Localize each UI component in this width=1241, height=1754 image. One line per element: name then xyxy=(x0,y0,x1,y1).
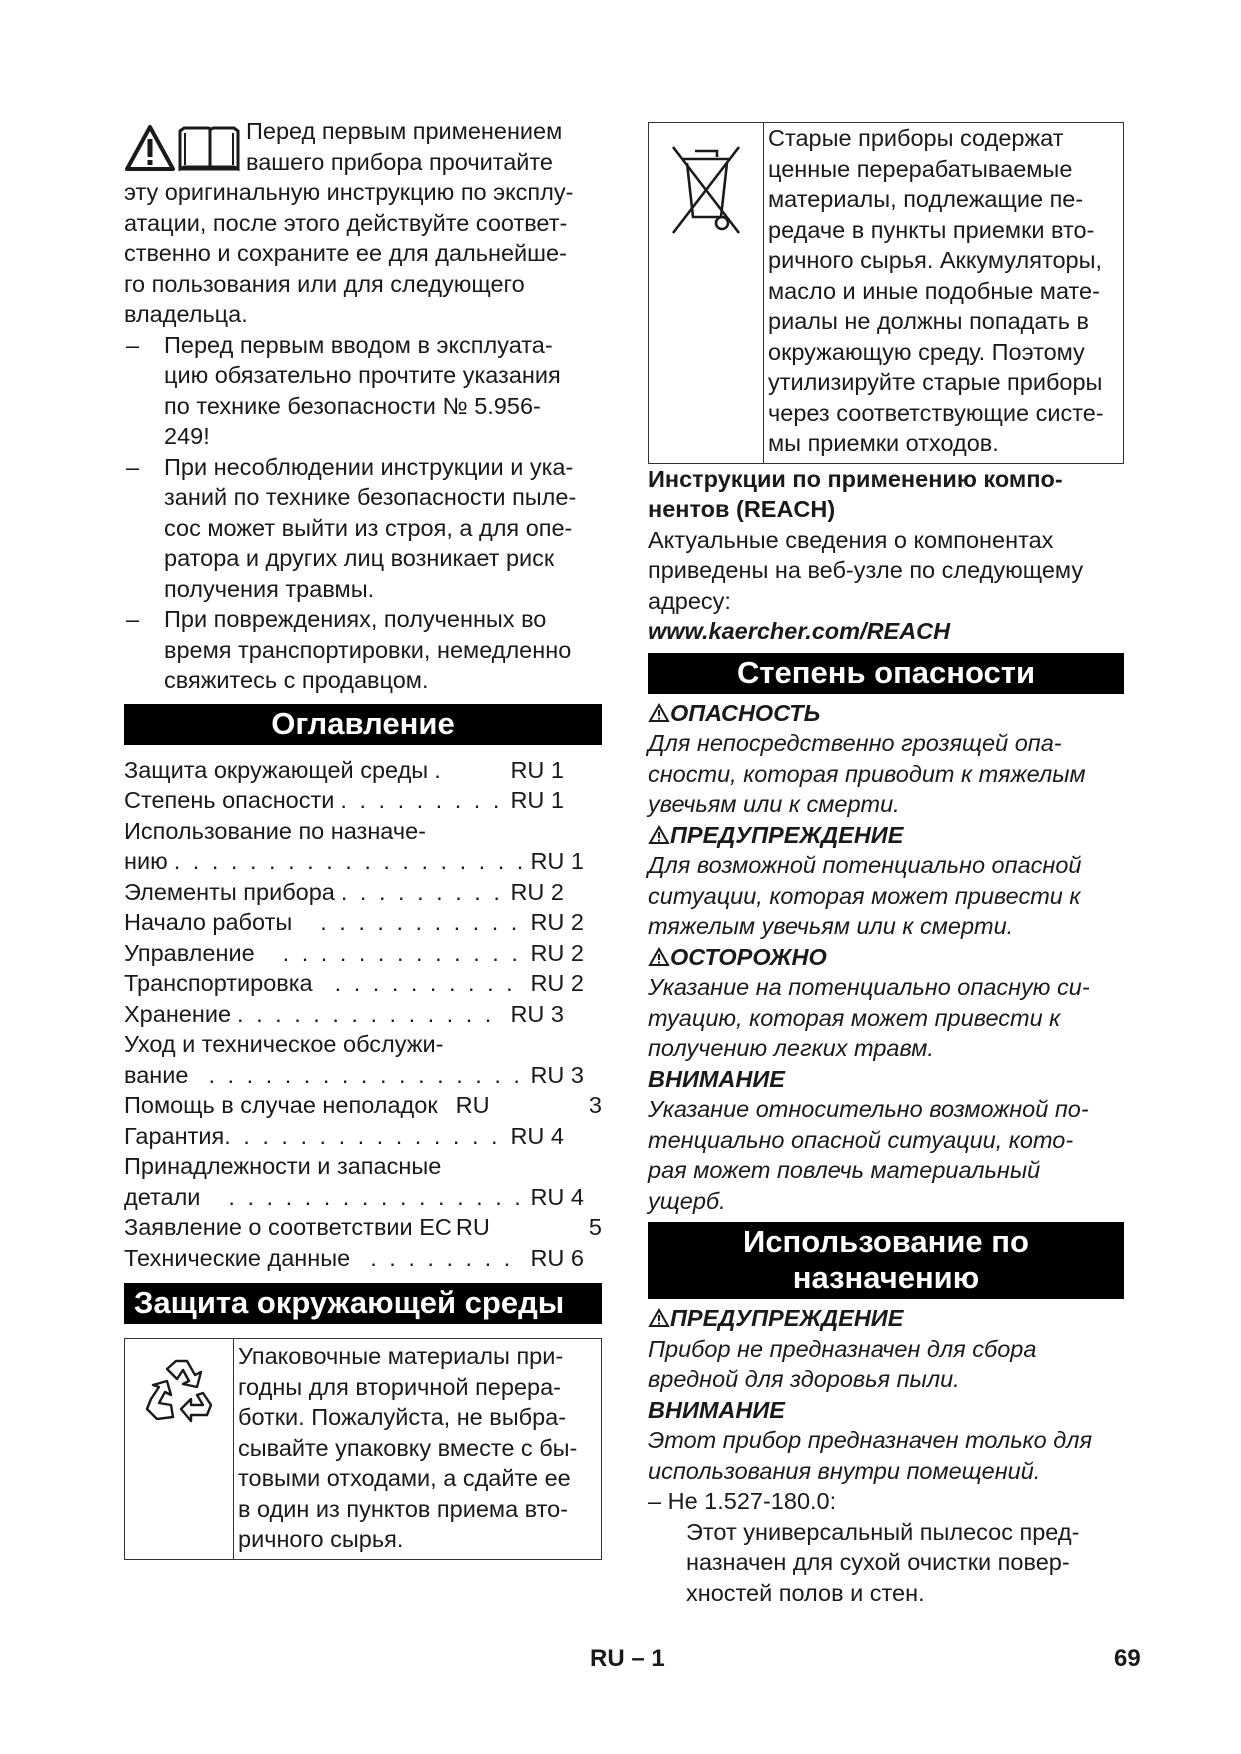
recycle-line: в один из пунктов приема вто- xyxy=(238,1495,569,1522)
toc-entry-title: Технические данные xyxy=(124,1244,351,1271)
intro-line: го пользования или для следующего xyxy=(124,270,525,297)
usage-model-desc xyxy=(648,1517,1124,1609)
bullet-line: При повреждениях, полученных во xyxy=(164,606,547,632)
usage-note-line: Этот прибор предназначен только для xyxy=(648,1427,1093,1453)
bullet-line: получения травмы. xyxy=(164,575,375,602)
bullet-line: При несоблюдении инструкции и ука- xyxy=(164,453,574,480)
reach-body-line: адресу: xyxy=(648,587,731,614)
hazard-line: Указание относительно возможной по- xyxy=(648,1096,1089,1122)
recycle-icon-cell xyxy=(125,1339,234,1559)
toc-entry[interactable] xyxy=(124,938,602,969)
recycle-line: годны для вторичной перера- xyxy=(238,1373,561,1400)
environment-heading: Защита окружающей среды xyxy=(124,1283,602,1324)
usage-section xyxy=(648,1303,1124,1608)
toc-entry-title: Помощь в случае неполадок xyxy=(124,1092,438,1118)
toc-entry-page: RU 4 xyxy=(510,1122,564,1149)
intro-line: эту оригинальную инструкцию по эксплу- xyxy=(124,179,574,205)
toc-entry[interactable] xyxy=(124,877,602,908)
recycle-icon xyxy=(143,1357,215,1433)
hazard-item xyxy=(648,1064,1124,1217)
toc-entry-title-cont: вание xyxy=(124,1061,189,1088)
toc-entry[interactable] xyxy=(124,907,602,938)
recycle-line: Упаковочные материалы при- xyxy=(238,1343,564,1369)
toc-entry-dots xyxy=(340,785,504,816)
hazard-line: ущерб. xyxy=(648,1187,726,1214)
toc-entry[interactable] xyxy=(124,755,602,786)
hazard-item xyxy=(648,820,1124,942)
bullet-line: свяжитесь с продавцом. xyxy=(164,667,429,693)
usage-heading-line: назначению xyxy=(792,1260,980,1295)
footer-section-label: RU – 1 xyxy=(590,1645,665,1672)
hazard-item xyxy=(648,942,1124,1064)
usage-warning-line: Прибор не предназначен для сбора xyxy=(648,1335,1037,1362)
hazard-line: Для возможной потенциально опасной xyxy=(648,852,1082,878)
hazard-line: ситуации, которая может привести к xyxy=(648,882,1081,909)
hazard-list xyxy=(648,698,1124,1217)
footer-page-number: 69 xyxy=(1114,1645,1141,1672)
toc-entry-title: Защита окружающей среды xyxy=(124,756,429,783)
weee-icon-cell xyxy=(649,123,764,463)
recycle-line: ботки. Пожалуйста, не выбра- xyxy=(238,1404,567,1430)
toc-entry-dots xyxy=(370,1243,524,1274)
toc-entry-title: Принадлежности и запасные xyxy=(124,1153,442,1179)
usage-note-line: использования внутри помещений. xyxy=(648,1457,1041,1484)
toc-entry-title: Степень опасности xyxy=(124,787,335,813)
toc-entry-title: Использование по назначе- xyxy=(124,817,427,844)
usage-model: – Не 1.527-180.0: xyxy=(648,1488,837,1514)
toc-entry-title-cont: детали xyxy=(124,1183,201,1210)
weee-line: через соответствующие систе- xyxy=(768,399,1104,426)
toc-entry[interactable] xyxy=(124,1121,602,1152)
toc-entry-title: Заявление о соответствии ЕС xyxy=(124,1214,452,1240)
toc-entry[interactable] xyxy=(124,999,602,1030)
usage-model-line: назначен для сухой очистки повер- xyxy=(686,1549,1070,1575)
bullet-line: 249! xyxy=(164,423,210,449)
intro-bullet xyxy=(124,452,602,605)
toc-heading: Оглавление xyxy=(124,704,602,745)
usage-warning-label: ПРЕДУПРЕЖДЕНИЕ xyxy=(670,1305,904,1331)
usage-model-line: хностей полов и стен. xyxy=(686,1579,925,1606)
bullet-line: цию обязательно прочтите указания xyxy=(164,362,561,388)
hazard-line: тенциально опасной ситуации, кото- xyxy=(648,1126,1074,1153)
weee-line: ричного сырья. Аккумуляторы, xyxy=(768,247,1103,273)
toc-entry[interactable] xyxy=(124,968,602,999)
toc-entry-page: RU xyxy=(455,1214,490,1240)
toc-entry-page: RU xyxy=(455,1092,490,1118)
weee-line: материалы, подлежащие пе- xyxy=(768,186,1084,212)
usage-model-line: Этот универсальный пылесос пред- xyxy=(686,1518,1080,1545)
weee-line: Старые приборы содержат xyxy=(768,125,1064,151)
intro-line: атации, после этого действуйте соответ- xyxy=(124,209,568,236)
reach-heading-line: Инструкции по применению компо- xyxy=(648,465,1063,492)
toc-entry-dots xyxy=(320,907,524,938)
toc-entry-page-number: 5 xyxy=(588,1214,602,1240)
toc-entry[interactable] xyxy=(124,1212,602,1243)
toc-entry-page: RU 2 xyxy=(530,939,584,966)
bullet-line: время транспортировки, немедленно xyxy=(164,636,572,663)
hazard-line: Для непосредственно грозящей опа- xyxy=(648,730,1062,756)
toc-entry-page: RU 2 xyxy=(530,970,584,996)
hazard-item xyxy=(648,698,1124,820)
reach-heading-line: нентов (REACH) xyxy=(648,496,836,522)
recycle-line: сывайте упаковку вместе с бы- xyxy=(238,1434,578,1461)
bullet-line: Перед первым вводом в эксплуата- xyxy=(164,331,553,358)
toc-entry[interactable] xyxy=(124,785,602,816)
hazard-line: рая может повлечь материальный xyxy=(648,1157,1041,1183)
recycle-text xyxy=(234,1339,581,1559)
toc-entry-title: Уход и техническое обслужи- xyxy=(124,1031,444,1057)
toc-entry-dots xyxy=(224,1121,504,1152)
crossed-bin-icon xyxy=(669,141,743,237)
toc-entry-page: RU 1 xyxy=(530,848,584,874)
bullet-dash: – xyxy=(126,606,140,632)
toc-entry-page: RU 1 xyxy=(510,787,564,813)
weee-text xyxy=(764,123,1108,463)
reach-section xyxy=(648,464,1124,647)
bullet-line: по технике безопасности № 5.956- xyxy=(164,392,541,419)
toc-entry-page: RU 1 xyxy=(510,756,564,783)
toc-entry-dots xyxy=(237,999,504,1030)
toc-entry-page-number: 3 xyxy=(588,1092,602,1118)
hazard-label: ОСТОРОЖНО xyxy=(670,943,827,970)
weee-line: ценные перерабатываемые xyxy=(768,155,1073,182)
toc-entry-title: Хранение xyxy=(124,1000,232,1027)
toc-entry[interactable] xyxy=(124,1151,602,1212)
bullet-line: заний по технике безопасности пыле- xyxy=(164,484,577,510)
toc-entry[interactable] xyxy=(124,1090,602,1121)
hazard-line: тяжелым увечьям или к смерти. xyxy=(648,913,1014,939)
hazard-line: Указание на потенциально опасную си- xyxy=(648,974,1090,1000)
toc-entry-page: RU 4 xyxy=(530,1183,584,1210)
toc-entry-dots xyxy=(228,1182,524,1213)
toc-entry-dots xyxy=(208,1060,524,1091)
usage-warning-line: вредной для здоровья пыли. xyxy=(648,1366,960,1392)
bullet-dash: – xyxy=(126,453,140,480)
toc-entry-dots xyxy=(174,846,525,877)
reach-body-line: Актуальные сведения о компонентах xyxy=(648,526,1054,553)
toc-entry-dots xyxy=(341,877,505,908)
toc-entry-page: RU 3 xyxy=(530,1061,584,1088)
toc-entry-title: Управление xyxy=(124,939,255,966)
hazard-label: ВНИМАНИЕ xyxy=(648,1065,785,1092)
warning-triangle-icon xyxy=(648,1308,670,1328)
warning-triangle-icon xyxy=(648,825,670,845)
hazard-label: ПРЕДУПРЕЖДЕНИЕ xyxy=(670,821,904,848)
weee-box xyxy=(648,122,1124,464)
hazard-label: ОПАСНОСТЬ xyxy=(670,699,821,726)
weee-line: окружающую среду. Поэтому xyxy=(768,338,1085,365)
toc-entry[interactable] xyxy=(124,1243,602,1274)
toc-entry-page: RU 3 xyxy=(510,1000,564,1027)
warning-triangle-icon xyxy=(648,703,670,723)
toc-entry-dots xyxy=(283,938,525,969)
bullet-line: сос может выйти из строя, а для опе- xyxy=(164,514,573,541)
warning-triangle-icon xyxy=(648,947,670,967)
recycle-box xyxy=(124,1338,602,1560)
toc-entry-dots xyxy=(335,968,525,999)
reach-body-line: приведены на веб-узле по следующему xyxy=(648,557,1084,583)
weee-line: риалы не должны попадать в xyxy=(768,308,1089,334)
usage-heading-line: Использование по xyxy=(743,1224,1029,1259)
toc-entry-title: Начало работы xyxy=(124,909,293,935)
intro-line: ственно и сохраните ее для дальнейше- xyxy=(124,240,567,266)
intro-line: владельца. xyxy=(124,301,248,327)
intro-line: Перед первым применением xyxy=(246,118,563,144)
intro-icons xyxy=(124,121,240,173)
usage-note-label: ВНИМАНИЕ xyxy=(648,1396,785,1423)
reach-url-link[interactable]: www.kaercher.com/REACH xyxy=(648,618,951,644)
intro-bullet xyxy=(124,330,602,452)
toc-entry-title-cont: нию xyxy=(124,848,168,874)
toc-entry-page: RU 6 xyxy=(530,1244,584,1271)
recycle-line: ричного сырья. xyxy=(238,1526,404,1552)
weee-line: утилизируйте старые приборы xyxy=(768,369,1103,395)
toc-list xyxy=(124,755,602,1274)
toc-entry-page: RU 2 xyxy=(530,909,584,935)
manual-book-icon xyxy=(180,128,238,169)
weee-line: масло и иные подобные мате- xyxy=(768,277,1100,304)
toc-entry[interactable] xyxy=(124,816,602,877)
toc-entry-title: Транспортировка xyxy=(124,970,313,996)
hazard-line: увечьям или к смерти. xyxy=(648,791,900,817)
toc-entry-page: RU 2 xyxy=(510,878,564,905)
weee-line: редаче в пункты приемки вто- xyxy=(768,216,1095,243)
bullet-line: ратора и других лиц возникает риск xyxy=(164,545,555,571)
left-column xyxy=(124,116,602,1560)
intro-bullet xyxy=(124,604,602,696)
toc-entry-title: Гарантия xyxy=(124,1122,225,1149)
toc-entry-title: Элементы прибора xyxy=(124,878,335,905)
recycle-line: товыми отходами, а сдайте ее xyxy=(238,1465,571,1491)
toc-entry[interactable] xyxy=(124,1029,602,1090)
intro-line: вашего прибора прочитайте xyxy=(246,148,553,175)
usage-heading xyxy=(648,1222,1124,1299)
hazard-heading: Степень опасности xyxy=(648,653,1124,694)
intro-section xyxy=(124,116,602,330)
bullet-dash: – xyxy=(126,331,140,358)
hazard-line: получению легких травм. xyxy=(648,1035,934,1061)
hazard-line: сности, которая приводит к тяжелым xyxy=(648,760,1086,787)
right-column xyxy=(648,122,1124,1608)
toc-entry-dots: . xyxy=(434,756,441,783)
warning-triangle-icon xyxy=(127,127,173,169)
weee-line: мы приемки отходов. xyxy=(768,430,999,456)
hazard-line: туацию, которая может привести к xyxy=(648,1004,1061,1031)
